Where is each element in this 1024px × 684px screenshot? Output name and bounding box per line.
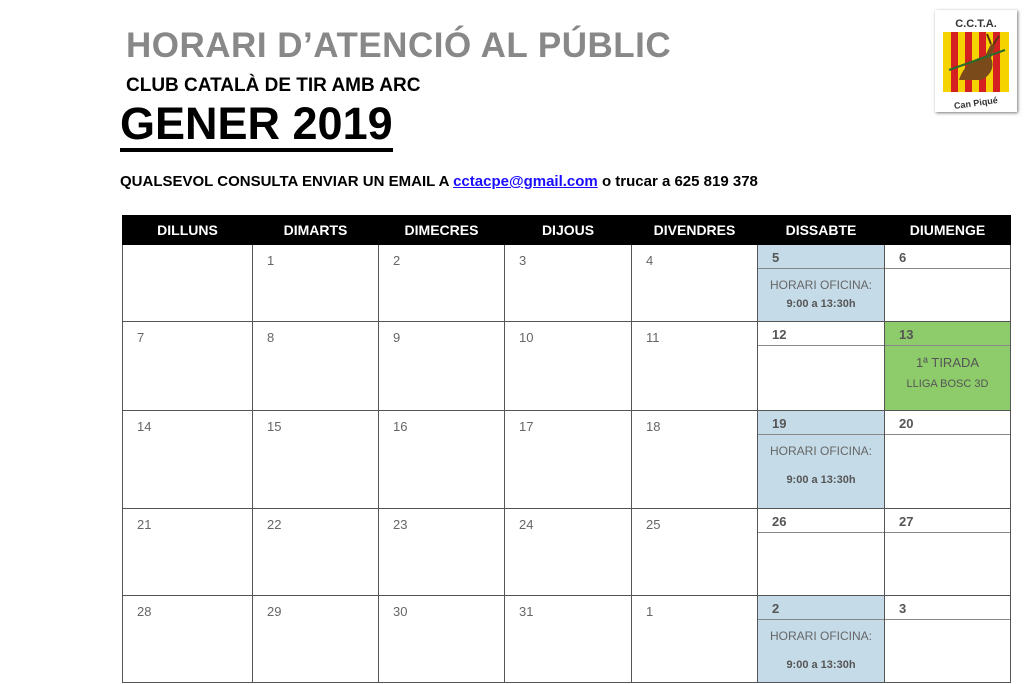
office-hours-time: 9:00 a 13:30h — [786, 659, 856, 671]
day-number: 29 — [267, 604, 282, 619]
day-cell — [123, 596, 253, 683]
day-number: 28 — [137, 604, 152, 619]
day-cell — [123, 411, 253, 509]
office-hours-label: HORARI OFICINA: — [769, 278, 872, 292]
day-number: 4 — [646, 253, 654, 268]
day-cell — [632, 322, 758, 411]
day-number: 6 — [885, 245, 1010, 269]
day-cell — [505, 596, 632, 683]
day-number: 26 — [758, 509, 884, 533]
day-number: 16 — [393, 419, 408, 434]
day-number: 12 — [758, 322, 884, 346]
day-cell — [379, 322, 505, 411]
day-number: 31 — [519, 604, 534, 619]
day-number: 21 — [137, 517, 152, 532]
contact-prefix: QUALSEVOL CONSULTA ENVIAR UN EMAIL A — [120, 173, 449, 190]
day-header-dijous: DIJOUS — [505, 216, 632, 245]
day-number: 11 — [646, 330, 660, 345]
office-hours-time: 9:00 a 13:30h — [786, 298, 856, 310]
office-hours-time: 9:00 a 13:30h — [786, 474, 856, 486]
day-header-dilluns: DILLUNS — [123, 216, 253, 245]
day-number: 24 — [519, 517, 534, 532]
day-cell — [505, 322, 632, 411]
day-cell — [253, 596, 379, 683]
day-cell — [632, 245, 758, 322]
saturday-cell — [758, 245, 885, 322]
day-number: 10 — [519, 330, 534, 345]
sunday-cell — [885, 509, 1011, 596]
day-number: 5 — [758, 245, 884, 269]
day-header-dissabte: DISSABTE — [758, 216, 885, 245]
month-title: GENER 2019 — [120, 99, 393, 152]
contact-line — [120, 173, 758, 190]
logo-text-bottom: Can Piqué — [953, 94, 999, 112]
day-number: 1 — [267, 253, 275, 268]
week-row — [123, 411, 1011, 509]
day-cell — [505, 509, 632, 596]
day-cell — [632, 596, 758, 683]
day-number: 1 — [646, 604, 654, 619]
day-cell — [253, 245, 379, 322]
day-number: 27 — [885, 509, 1010, 533]
day-number: 3 — [885, 596, 1010, 620]
day-cell — [253, 509, 379, 596]
day-header-divendres: DIVENDRES — [632, 216, 758, 245]
day-cell — [253, 322, 379, 411]
day-cell — [379, 245, 505, 322]
saturday-cell — [758, 322, 885, 411]
day-cell — [253, 411, 379, 509]
calendar-header-row — [123, 216, 1011, 245]
day-cell — [379, 596, 505, 683]
page-title: HORARI D’ATENCIÓ AL PÚBLIC — [126, 26, 672, 65]
day-number: 23 — [393, 517, 408, 532]
day-number: 14 — [137, 419, 152, 434]
sunday-cell — [885, 411, 1011, 509]
saturday-cell — [758, 596, 885, 683]
email-link[interactable]: cctacpe@gmail.com — [453, 173, 598, 190]
day-number: 2 — [758, 596, 884, 620]
day-cell — [632, 411, 758, 509]
day-header-dimarts: DIMARTS — [253, 216, 379, 245]
office-hours-label: HORARI OFICINA: — [769, 444, 872, 458]
club-logo — [935, 10, 1017, 112]
day-number: 19 — [758, 411, 884, 435]
club-name: CLUB CATALÀ DE TIR AMB ARC — [126, 75, 421, 96]
day-number: 3 — [519, 253, 527, 268]
day-cell — [123, 322, 253, 411]
day-number: 7 — [137, 330, 145, 345]
day-number: 25 — [646, 517, 661, 532]
event-subtitle: LLIGA BOSC 3D — [906, 378, 989, 390]
day-cell — [379, 411, 505, 509]
day-number: 2 — [393, 253, 401, 268]
calendar — [122, 215, 1011, 683]
event-title: 1ª TIRADA — [915, 355, 980, 370]
day-cell — [505, 411, 632, 509]
day-cell — [505, 245, 632, 322]
week-row — [123, 245, 1011, 322]
sunday-cell — [885, 322, 1011, 411]
day-number: 8 — [267, 330, 275, 345]
day-cell — [123, 245, 253, 322]
day-number: 9 — [393, 330, 401, 345]
contact-suffix: o trucar a 625 819 378 — [601, 173, 758, 190]
day-cell — [123, 509, 253, 596]
day-number: 17 — [519, 419, 534, 434]
day-number: 18 — [646, 419, 661, 434]
day-number: 15 — [267, 419, 282, 434]
day-cell — [632, 509, 758, 596]
week-row — [123, 322, 1011, 411]
day-cell — [379, 509, 505, 596]
day-header-diumenge: DIUMENGE — [885, 216, 1011, 245]
week-row — [123, 509, 1011, 596]
day-number: 30 — [393, 604, 408, 619]
day-number: 13 — [885, 322, 1010, 346]
sunday-cell — [885, 596, 1011, 683]
office-hours-label: HORARI OFICINA: — [769, 629, 872, 643]
sunday-cell — [885, 245, 1011, 322]
saturday-cell — [758, 411, 885, 509]
day-number: 20 — [885, 411, 1010, 435]
saturday-cell — [758, 509, 885, 596]
logo-text-top: C.C.T.A. — [955, 18, 997, 30]
week-row — [123, 596, 1011, 683]
day-number: 22 — [267, 517, 282, 532]
day-header-dimecres: DIMECRES — [379, 216, 505, 245]
